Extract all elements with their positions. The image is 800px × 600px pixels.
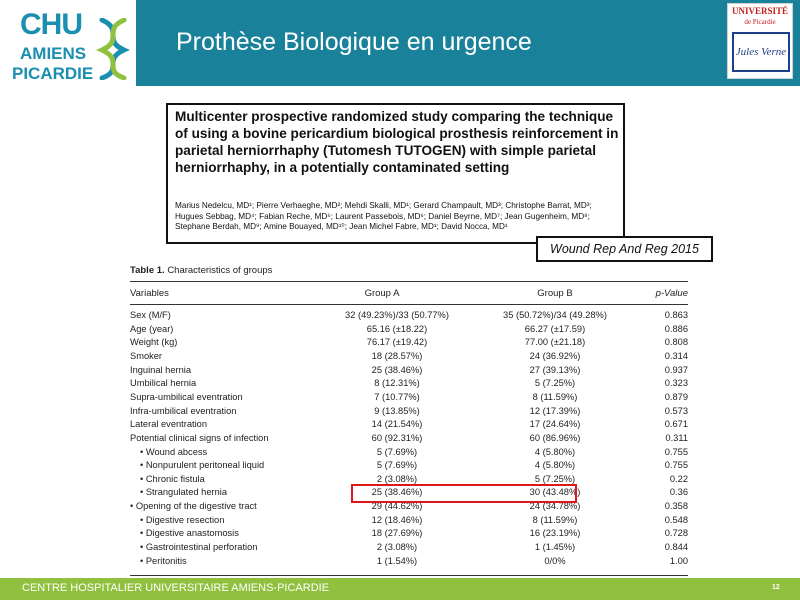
university-logo [727,3,793,79]
table-row [130,350,688,364]
cell-p-value: 0.728 [664,528,688,539]
cell-p-value: 0.358 [664,501,688,512]
cell-p-value: 0.548 [664,514,688,525]
cell-group-b: 66.27 (±17.59) [524,323,586,334]
slide-footer [0,578,800,600]
highlight-box-strangulated-hernia [351,484,577,503]
chu-logo-line3: PICARDIE [12,64,94,83]
cell-group-a: 9 (13.85%) [374,405,420,416]
cell-group-b: 12 (17.39%) [529,405,581,416]
cell-group-b: 5 (7.25%) [534,378,576,389]
table-row [130,364,688,378]
table-caption [130,265,272,276]
cell-variable: • Peritonitis [140,555,187,566]
cell-group-b: 35 (50.72%)/34 (49.28%) [503,310,607,320]
table-row [130,418,688,432]
cell-variable: • Nonpurulent peritoneal liquid [140,460,265,471]
cell-p-value: 0.573 [664,405,688,416]
university-logo-emblem: Jules Verne [732,32,790,72]
table-row [130,527,688,541]
cell-group-a: 25 (38.46%) [371,487,423,498]
cell-group-a: 29 (44.62%) [371,501,423,512]
cell-p-value: 0.314 [664,350,688,361]
cell-group-a: 7 (10.77%) [374,391,420,402]
table-row [130,405,688,419]
cell-variable: • Chronic fistula [140,473,205,484]
cell-variable: Potential clinical signs of infection [130,432,269,443]
cell-p-value: 0.863 [664,310,688,320]
col-header-p-value: p-Value [655,288,688,299]
cell-variable: Inguinal hernia [130,364,191,375]
cell-variable: Supra-umbilical eventration [130,391,243,402]
cell-group-b: 77.00 (±21.18) [524,337,586,348]
cell-p-value: 0.808 [664,337,688,348]
cell-p-value: 0.323 [664,378,688,389]
footer-text: CENTRE HOSPITALIER UNIVERSITAIRE AMIENS-PICARDIE [22,582,330,594]
cell-variable: • Wound abcess [140,446,208,457]
paper-title: Multicenter prospective randomized study comparing the technique of using a bovine pericardium biological prosthesis reinforcement in parietal herniorrhaphy (Tutomesh TUTOGEN) with simple parietal herniorrhaphy, in a potentially contaminated setting [175,109,619,175]
cell-variable: Smoker [130,350,163,361]
title-band [136,0,724,86]
table-header-rule [130,304,688,305]
cell-p-value: 1.00 [669,555,688,566]
table-row [130,432,688,446]
col-header-group-b: Group B [537,288,573,299]
cell-group-b: 8 (11.59%) [532,514,578,525]
cell-p-value: 0.755 [664,446,688,457]
slide-title: Prothèse Biologique en urgence [176,28,532,56]
cell-group-b: 1 (1.45%) [534,542,576,553]
cell-variable: Sex (M/F) [130,310,171,320]
cell-group-a: 60 (92.31%) [371,432,423,443]
cell-p-value: 0.22 [669,473,688,484]
cell-group-a: 1 (1.54%) [376,555,418,566]
col-header-variables: Variables [130,288,169,299]
table-row [130,446,688,460]
dna-helix-icon [96,18,130,80]
cell-p-value: 0.879 [664,391,688,402]
cell-group-a: 32 (49.23%)/33 (50.77%) [345,310,449,320]
cell-group-a: 8 (12.31%) [374,378,420,389]
table-row [130,541,688,555]
cell-group-b: 5 (7.25%) [534,473,576,484]
cell-variable: • Digestive anastomosis [140,528,239,539]
cell-group-b: 4 (5.80%) [534,460,576,471]
table-bottom-rule [130,575,688,576]
cell-p-value: 0.671 [664,419,688,430]
table-caption-label: Table 1. [130,265,165,276]
cell-p-value: 0.36 [669,487,688,498]
cell-group-b: 16 (23.19%) [529,528,581,539]
cell-p-value: 0.755 [664,460,688,471]
cell-group-b: 8 (11.59%) [532,391,578,402]
cell-group-a: 25 (38.46%) [371,364,423,375]
university-logo-line2: de Picardie [744,18,776,26]
cell-group-b: 4 (5.80%) [534,446,576,457]
cell-variable: Umbilical hernia [130,378,197,389]
page-number: 12 [772,584,780,591]
cell-p-value: 0.311 [665,432,688,443]
cell-group-a: 76.17 (±19.42) [366,337,428,348]
cell-group-b: 0/0% [544,555,566,566]
cell-group-b: 30 (43.48%) [529,487,581,498]
cell-group-a: 65.16 (±18.22) [366,323,428,334]
chu-logo-line1: CHU [20,8,82,41]
university-logo-line1: UNIVERSITÉ [731,6,789,16]
chu-logo-line2: AMIENS [20,44,87,63]
slide-header [0,0,800,86]
cell-variable: Age (year) [130,323,174,334]
cell-group-b: 27 (39.13%) [529,364,581,375]
cell-group-a: 18 (27.69%) [371,528,423,539]
cell-group-b: 24 (36.92%) [529,350,581,361]
cell-group-b: 60 (86.96%) [529,432,581,443]
cell-group-a: 12 (18.46%) [371,514,423,525]
table-row [130,459,688,473]
cell-variable: • Strangulated hernia [140,487,227,498]
cell-variable: • Digestive resection [140,514,225,525]
cell-variable: • Opening of the digestive tract [130,501,257,512]
table-row [130,377,688,391]
cell-p-value: 0.886 [664,323,688,334]
paper-authors: Marius Nedelcu, MD¹; Pierre Verhaeghe, MD²; Mehdi Skalli, MD¹; Gerard Champault, MD³; Christophe Barrat, MD³; Hugues Sebbag, MD⁴; Fabian Reche, MD⁵; Laurent Passebois, MD⁶; Daniel Beyrne, MD⁷; Jean Gugenheim, MD⁸; Stephane Berdah, MD⁹; Amine Bouayed, MD¹⁰; Jean Michel Fabre, MD¹; David Nocca, MD¹ [175,201,592,232]
cell-variable: Lateral eventration [130,419,208,430]
cell-group-b: 17 (24.64%) [529,419,581,430]
cell-p-value: 0.937 [664,364,688,375]
cell-group-a: 5 (7.69%) [376,460,418,471]
table-row [130,323,688,337]
chu-logo [6,6,134,82]
cell-variable: • Gastrointestinal perforation [140,542,258,553]
cell-group-b: 24 (34.78%) [529,501,581,512]
col-header-group-a: Group A [364,288,400,299]
table-top-rule [130,281,688,282]
cell-variable: Infra-umbilical eventration [130,405,237,416]
cell-variable: Weight (kg) [130,337,178,348]
table-row [130,336,688,350]
table-caption-text: Characteristics of groups [167,265,273,276]
cell-group-a: 2 (3.08%) [376,542,418,553]
cell-group-a: 14 (21.54%) [371,419,423,430]
cell-group-a: 5 (7.69%) [376,446,418,457]
table-row [130,555,688,569]
journal-reference: Wound Rep And Reg 2015 [536,236,713,262]
table-row [130,391,688,405]
table-row [130,309,688,323]
cell-group-a: 18 (28.57%) [371,350,423,361]
cell-group-a: 2 (3.08%) [376,473,418,484]
cell-p-value: 0.844 [664,542,688,553]
paper-citation-box [166,103,625,244]
table-row [130,514,688,528]
